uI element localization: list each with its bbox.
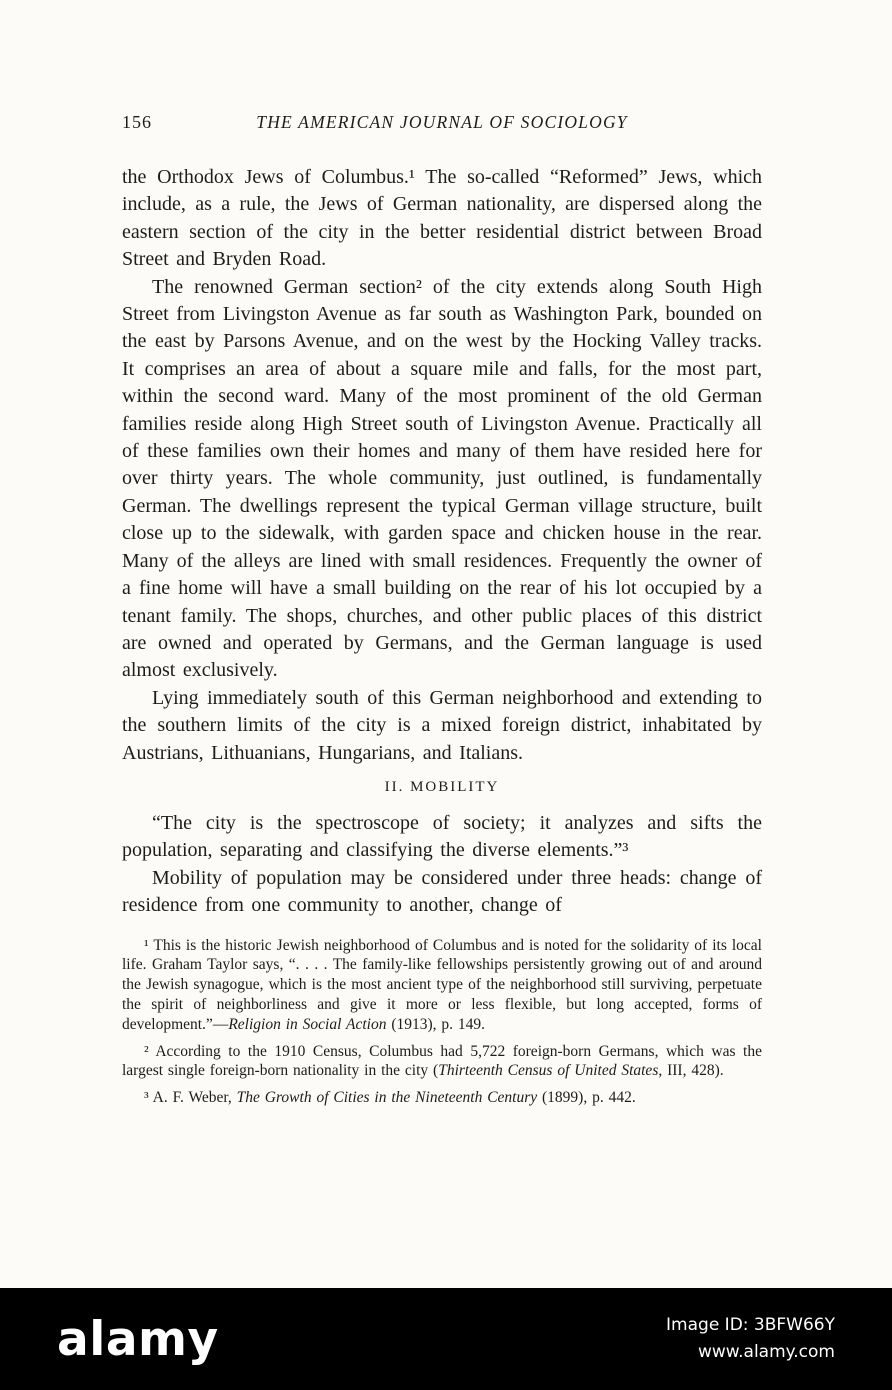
footnote-text: (1913), p. 149. (386, 1015, 486, 1033)
section-heading: II. MOBILITY (384, 778, 500, 795)
alamy-info (666, 1312, 835, 1366)
footnote-text: (1899), p. 442. (537, 1089, 636, 1107)
footnote-citation-italic: Religion in Social Action (228, 1015, 387, 1033)
footnotes-block (122, 936, 762, 1108)
alamy-watermark-bar (0, 1288, 892, 1390)
image-id-text: Image ID: 3BFW66Y (666, 1315, 835, 1335)
body-paragraph: “The city is the spectroscope of society; it analyzes and sifts the population, separating and classifying the diverse elements.”³ (122, 811, 762, 862)
footnote-citation-italic: Thirteenth Census of United States (438, 1062, 659, 1080)
alamy-logo: alamy (57, 1311, 219, 1367)
alamy-url-text: www.alamy.com (697, 1342, 835, 1362)
page-number: 156 (122, 112, 152, 132)
page-header (122, 112, 762, 138)
footnote-text: , III, 428). (658, 1062, 724, 1080)
footnote (122, 1088, 762, 1108)
footnote (122, 936, 762, 1035)
footnote-text: ² According to the 1910 Census, Columbus had 5,722 foreign-born Germans, which was the largest single foreign-born nationality in the city ( (122, 1042, 762, 1080)
page-content (122, 112, 762, 1115)
footnote (122, 1042, 762, 1082)
body-paragraph: The renowned German section² of the city extends along South High Street from Livingston Avenue as far south as Washington Park, bounded on the east by Parsons Avenue, and on the west by the Hocking Valley tracks. It comprises an area of about a square mile and falls, for the most part, within the second ward. Many of the most prominent of the old German families reside along High Street south of Livingston Avenue. Practically all of these families own their homes and many of them have resided here for over thirty years. The whole community, just outlined, is fundamentally German. The dwellings represent the typical German village structure, built close up to the sidewalk, with garden space and chicken house in the rear. Many of the alleys are lined with small residences. Frequently the owner of a fine home will have a small building on the rear of his lot occupied by a tenant family. The shops, churches, and other public places of this district are owned and operated by Germans, and the German language is used almost exclusively. (122, 275, 762, 682)
footnote-text: ³ A. F. Weber, (144, 1089, 237, 1107)
footnote-citation-italic: The Growth of Cities in the Nineteenth Century (236, 1089, 538, 1107)
journal-title: THE AMERICAN JOURNAL OF SOCIOLOGY (256, 112, 628, 132)
footnote-text: ¹ This is the historic Jewish neighborhood of Columbus and is noted for the solidarity of its local life. Graham Taylor says, “. . . . The family-like fellowships persistently growing out of and around the Jewish synagogue, which is the most ancient type of the neighborhood still surviving, perpetuate the spirit of neighborliness and give it more or less flexible, but long accepted, forms of development.”— (122, 936, 762, 1033)
body-paragraph: the Orthodox Jews of Columbus.¹ The so-called “Reformed” Jews, which include, as a rule, the Jews of German nationality, are dispersed along the eastern section of the city in the better residential district between Broad Street and Bryden Road. (122, 166, 762, 271)
body-paragraph: Mobility of population may be considered under three heads: change of residence from one community to another, change of (122, 866, 762, 917)
body-paragraph: Lying immediately south of this German neighborhood and extending to the southern limits of the city is a mixed foreign district, inhabitated by Austrians, Lithuanians, Hungarians, and Italians. (122, 686, 762, 764)
